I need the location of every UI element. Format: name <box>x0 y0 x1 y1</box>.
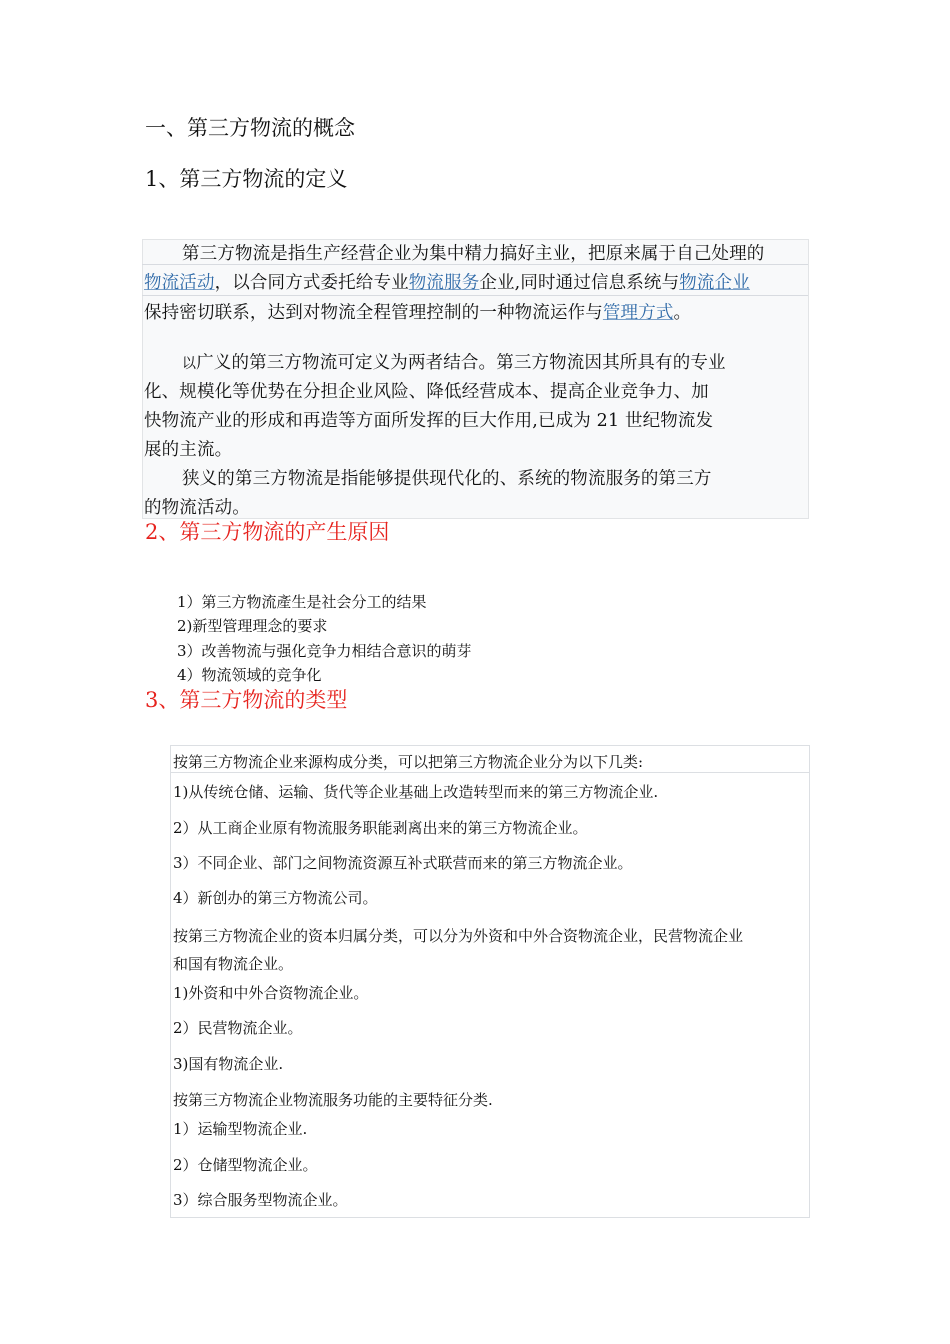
types-intro-function: 按第三方物流企业物流服务功能的主要特征分类. <box>173 1091 493 1109</box>
subheading-definition: 1、第三方物流的定义 <box>145 167 348 191</box>
narrow-definition-line-1: 狭义的第三方物流是指能够提供现代化的、系统的物流服务的第三方 <box>182 469 712 489</box>
types-intro-capital-cont: 和国有物流企业。 <box>173 955 294 973</box>
type-item: 2）仓储型物流企业。 <box>173 1156 318 1174</box>
narrow-definition-line-2: 的物流活动。 <box>144 498 250 518</box>
type-item: 3)国有物流企业. <box>173 1055 284 1073</box>
link-logistics-activity[interactable]: 物流活动 <box>144 273 215 293</box>
cause-item: 3）改善物流与强化竞争力相结合意识的萌芽 <box>177 642 472 660</box>
broad-definition-line-4: 展的主流。 <box>144 440 233 460</box>
link-logistics-service[interactable]: 物流服务 <box>408 273 480 293</box>
type-item: 1)从传统仓储、运输、货代等企业基础上改造转型而来的第三方物流企业. <box>173 783 659 801</box>
type-item: 1）运输型物流企业. <box>173 1120 308 1138</box>
type-item: 4）新创办的第三方物流公司。 <box>173 889 378 907</box>
type-item: 2）从工商企业原有物流服务职能剥离出来的第三方物流企业。 <box>173 819 588 837</box>
broad-definition-line-1: 以广义的第三方物流可定义为两者结合。第三方物流因其所具有的专业 <box>182 353 726 373</box>
cause-item: 1）第三方物流產生是社会分工的结果 <box>177 593 427 611</box>
cause-item: 4）物流领域的竞争化 <box>177 666 322 684</box>
definition-line-3: 保持密切联系，达到对物流全程管理控制的一种物流运作与管理方式。 <box>144 303 692 323</box>
types-intro-capital: 按第三方物流企业的资本归属分类，可以分为外资和中外合资物流企业，民营物流企业 <box>173 927 744 945</box>
subheading-causes: 2、第三方物流的产生原因 <box>145 520 390 544</box>
broad-definition-line-2: 化、规模化等优势在分担企业风险、降低经营成本、提高企业竞争力、加 <box>144 382 709 402</box>
definition-line-2: 物流活动，以合同方式委托给专业物流服务企业,同时通过信息系统与物流企业 <box>144 273 750 293</box>
type-item: 3）综合服务型物流企业。 <box>173 1191 348 1209</box>
divider <box>142 295 808 296</box>
section-heading-concept: 一、第三方物流的概念 <box>145 116 355 140</box>
subheading-types: 3、第三方物流的类型 <box>145 688 348 712</box>
definition-line-1: 第三方物流是指生产经营企业为集中精力搞好主业，把原来属于自己处理的 <box>182 244 765 264</box>
divider <box>170 772 809 773</box>
type-item: 3）不同企业、部门之间物流资源互补式联营而来的第三方物流企业。 <box>173 854 633 872</box>
type-item: 2）民营物流企业。 <box>173 1019 303 1037</box>
link-logistics-enterprise[interactable]: 物流企业 <box>679 273 750 293</box>
link-management-mode[interactable]: 管理方式 <box>602 303 674 323</box>
type-item: 1)外资和中外合资物流企业。 <box>173 984 369 1002</box>
cause-item: 2)新型管理理念的要求 <box>177 617 328 635</box>
broad-definition-line-3: 快物流产业的形成和再造等方面所发挥的巨大作用,已成为 21 世纪物流发 <box>144 411 714 431</box>
types-intro-source: 按第三方物流企业来源构成分类，可以把第三方物流企业分为以下几类: <box>173 753 644 771</box>
